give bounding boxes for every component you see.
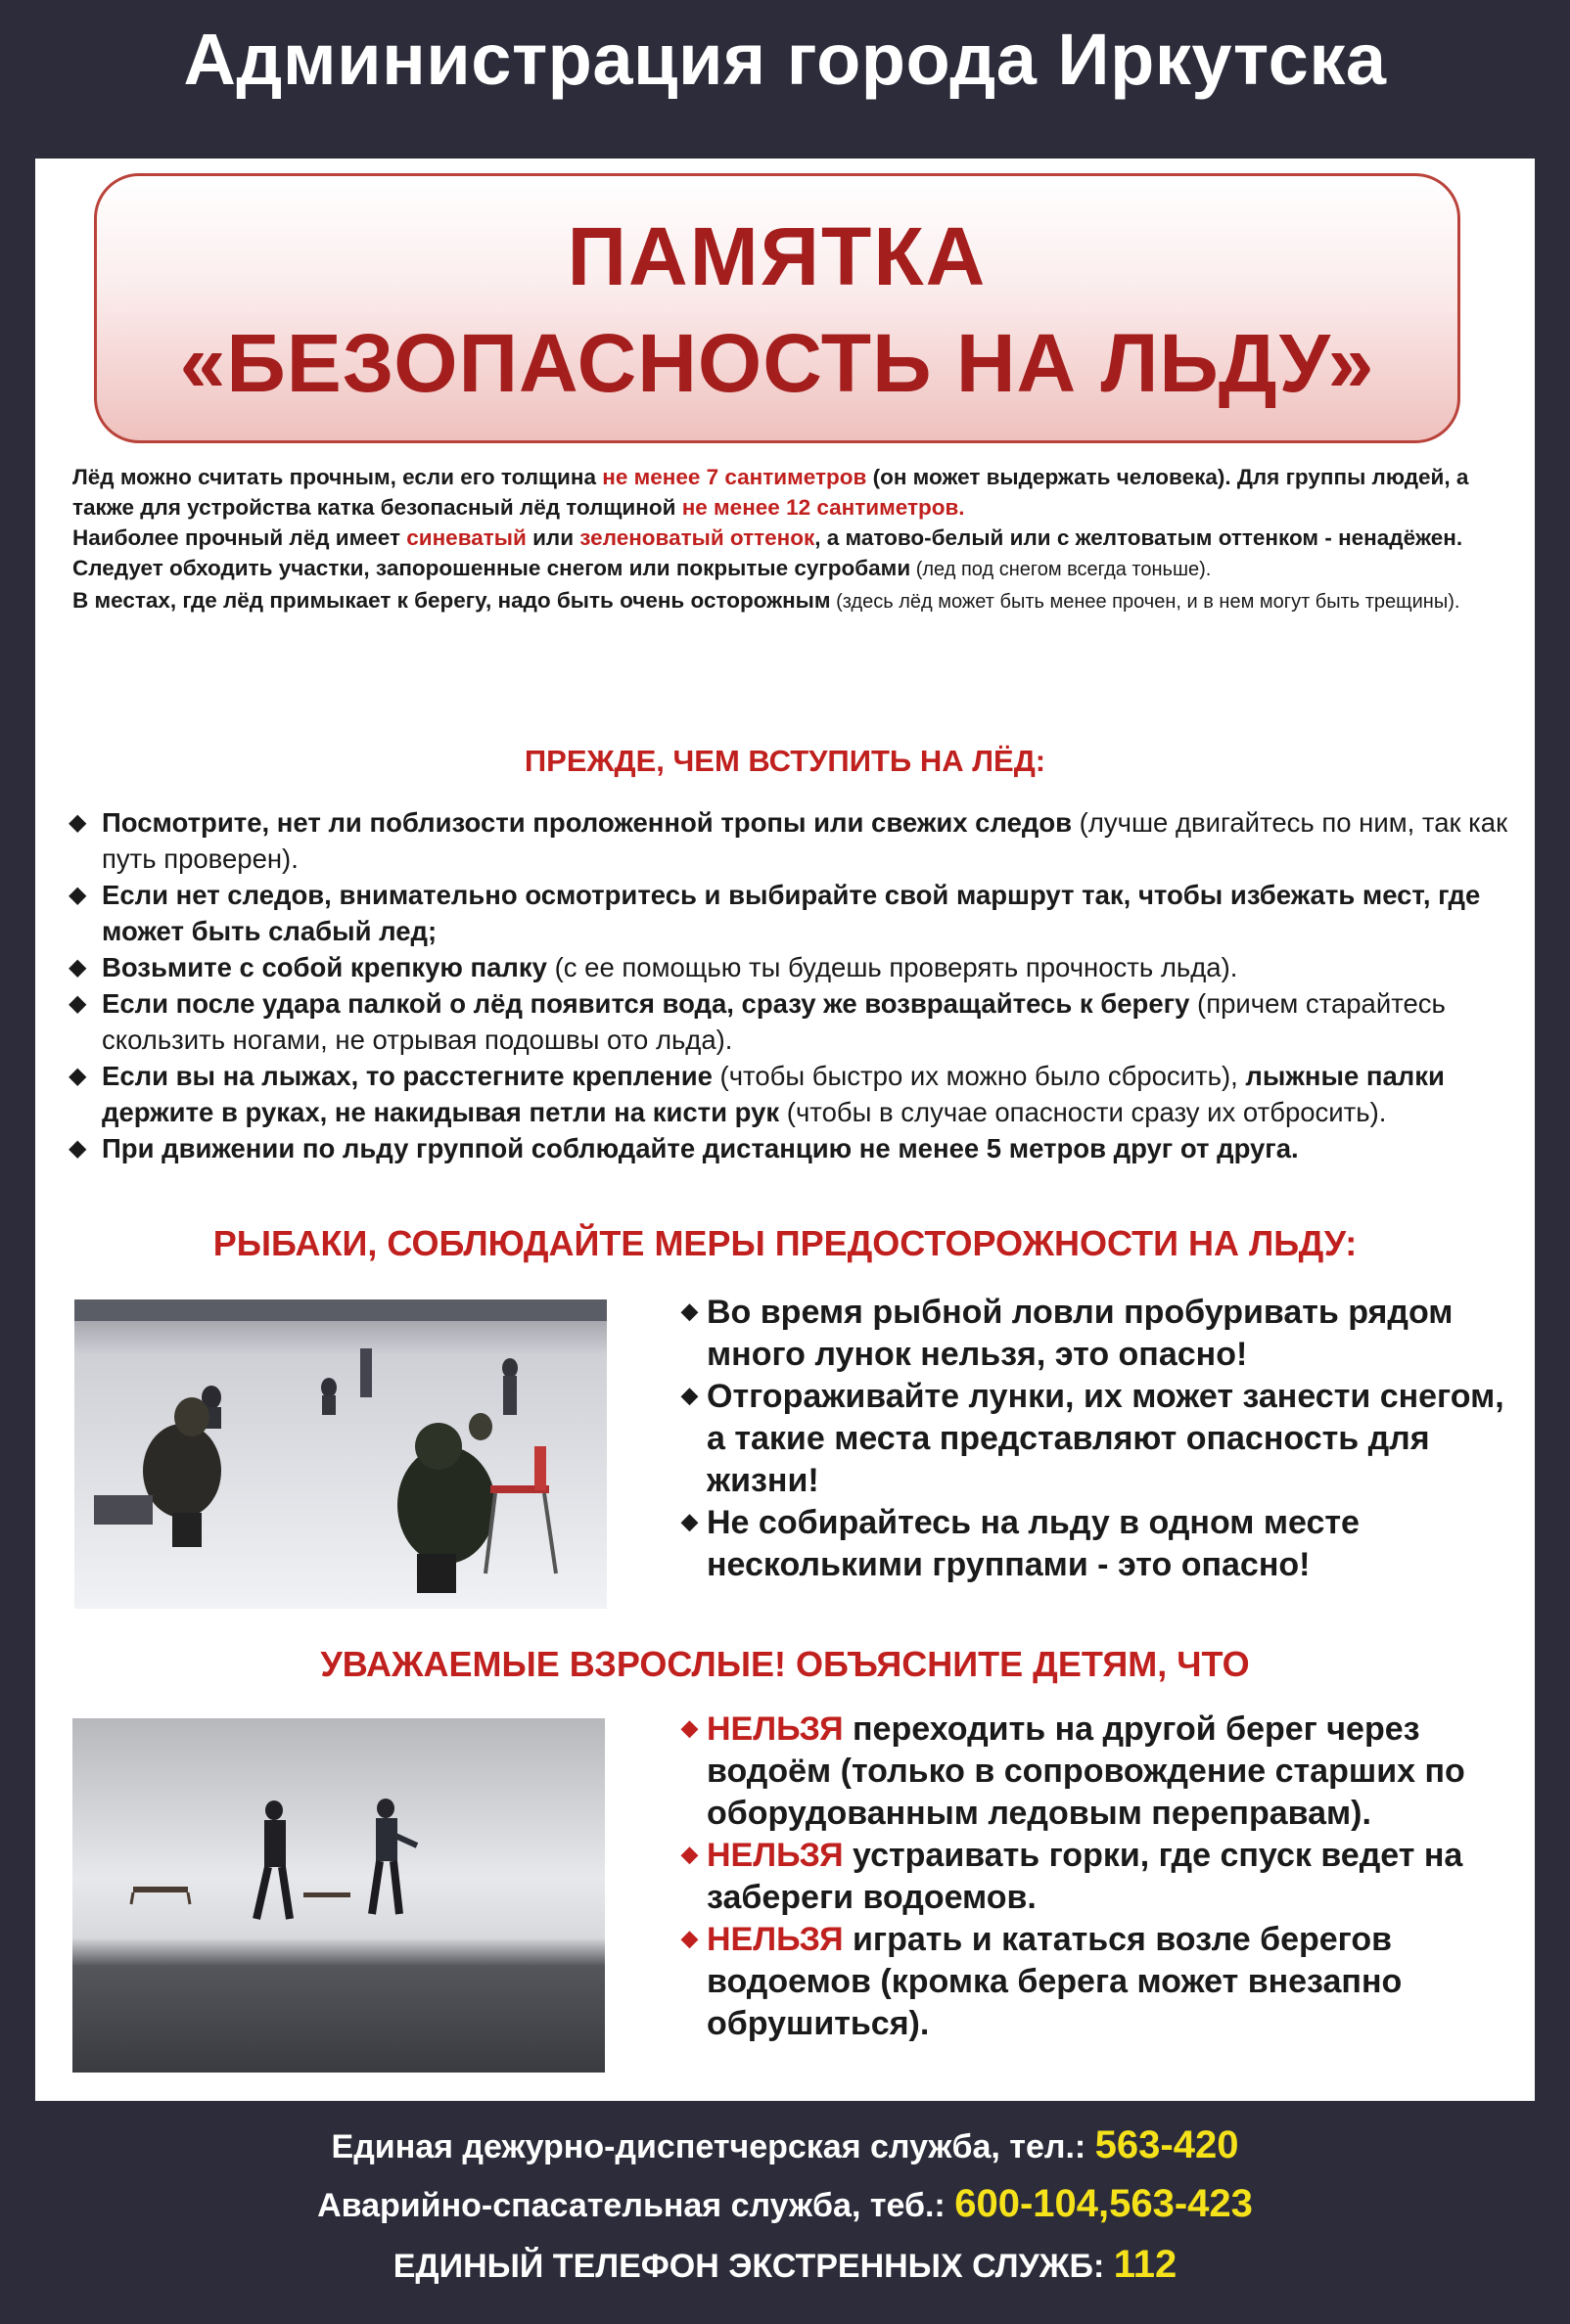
item-text: Не собирайтесь на льду в одном месте несколькими группами - это опасно!	[707, 1504, 1360, 1583]
list-item	[63, 985, 1511, 1058]
intro-note: (здесь лёд может быть менее прочен, и в нем могут быть трещины).	[830, 591, 1460, 613]
item-bold-text: Посмотрите, нет ли поблизости проложенной тропы или свежих следов	[102, 807, 1073, 838]
diamond-bullet-icon: ◆	[69, 1135, 87, 1162]
page-header-title: Администрация города Иркутска	[183, 19, 1387, 100]
item-text: Во время рыбной ловли пробуривать рядом много лунок нельзя, это опасно!	[707, 1294, 1454, 1373]
intro-text-span: Следует обходить участки, запорошенные снегом или покрытые сугробами	[72, 556, 911, 580]
list-item	[63, 949, 1511, 985]
leaflet-sheet	[35, 159, 1535, 2101]
intro-paragraph-color	[72, 523, 1503, 553]
title-line-1: ПАМЯТКА	[567, 210, 988, 302]
diamond-bullet-icon: ◆	[681, 1509, 698, 1533]
diamond-bullet-icon: ◆	[681, 1299, 698, 1323]
item-bold-text: лыжные палки держите в руках, не накидывая петли на кисти рук	[102, 1061, 1445, 1127]
item-normal-text: (лучше двигайтесь по ним, так как путь проверен).	[102, 807, 1508, 874]
before-list	[63, 804, 1511, 1166]
item-bold-text: Возьмите с собой крепкую палку	[102, 952, 547, 982]
before-heading: ПРЕЖДЕ, ЧЕМ ВСТУПИТЬ НА ЛЁД:	[524, 744, 1046, 778]
item-text: переходить на другой берег через водоём (только в сопровождение старших по оборудованным ледовым переправам).	[707, 1710, 1465, 1832]
diamond-bullet-icon: ◆	[681, 1383, 698, 1407]
warning-word: НЕЛЬЗЯ	[707, 1921, 844, 1958]
warning-word: НЕЛЬЗЯ	[707, 1710, 844, 1748]
intro-paragraph-thickness	[72, 462, 1503, 523]
footer-dispatch-line	[0, 2123, 1570, 2167]
item-bold-text: Если после удара палкой о лёд появится вода, сразу же возвращайтесь к берегу	[102, 988, 1190, 1019]
item-bold-text: Если нет следов, внимательно осмотритесь и выбирайте свой маршрут так, чтобы избежать мест, где может быть слабый лед;	[102, 880, 1481, 946]
item-text: играть и кататься возле берегов водоемов (кромка берега может внезапно обрушиться).	[707, 1921, 1403, 2042]
intro-note: (лед под снегом всегда тоньше).	[910, 559, 1212, 580]
intro-text-span: , а матово-белый или с желтоватым оттенком - ненадёжен.	[814, 525, 1463, 550]
phone-number: 600-104,563-423	[954, 2182, 1253, 2225]
list-item	[681, 1376, 1513, 1502]
intro-text	[72, 462, 1503, 617]
list-item	[681, 1919, 1523, 2045]
list-item	[63, 877, 1511, 949]
intro-highlight: не менее 12 сантиметров.	[681, 495, 965, 520]
intro-highlight: синеватый	[406, 525, 527, 550]
list-item	[681, 1292, 1513, 1376]
item-normal-text: (с ее помощью ты будешь проверять прочность льда).	[546, 952, 1238, 982]
diamond-bullet-icon: ◆	[681, 1715, 698, 1740]
diamond-bullet-icon: ◆	[69, 882, 87, 908]
item-text: Отгораживайте лунки, их может занести снегом, а такие места представляют опасность для жизни!	[707, 1378, 1504, 1499]
item-bold-text: При движении по льду группой соблюдайте дистанцию не менее 5 метров друг от друга.	[102, 1133, 1299, 1163]
intro-text-span: Наиболее прочный лёд имеет	[72, 525, 407, 550]
footer-emergency-line	[0, 2243, 1570, 2287]
phone-number: 563-420	[1094, 2123, 1239, 2166]
list-item	[681, 1709, 1523, 1835]
intro-paragraph-shore	[72, 585, 1503, 617]
list-item	[681, 1835, 1523, 1919]
intro-highlight: зеленоватый оттенок	[579, 525, 815, 550]
footer-label: Единая дежурно-диспетчерская служба, тел.:	[331, 2128, 1095, 2165]
phone-number: 112	[1113, 2243, 1178, 2286]
footer-label: ЕДИНЫЙ ТЕЛЕФОН ЭКСТРЕННЫХ СЛУЖБ:	[392, 2248, 1114, 2285]
children-on-ice-photo	[72, 1718, 605, 2073]
list-item	[681, 1502, 1513, 1586]
intro-text-span: Лёд можно считать прочным, если его толщина	[72, 465, 603, 489]
title-line-2: «БЕЗОПАСНОСТЬ НА ЛЬДУ»	[179, 317, 1375, 409]
kids-heading: УВАЖАЕМЫЕ ВЗРОСЛЫЕ! ОБЪЯСНИТЕ ДЕТЯМ, ЧТО	[320, 1644, 1250, 1684]
diamond-bullet-icon: ◆	[69, 1063, 87, 1089]
item-bold-text: Если вы на лыжах, то расстегните крепление	[102, 1061, 713, 1091]
diamond-bullet-icon: ◆	[69, 990, 87, 1017]
fishermen-list	[681, 1292, 1513, 1586]
item-text: устраивать горки, где спуск ведет на забереги водоемов.	[707, 1837, 1463, 1916]
diamond-bullet-icon: ◆	[69, 809, 87, 836]
ice-fishing-photo	[74, 1299, 607, 1609]
warning-word: НЕЛЬЗЯ	[707, 1837, 844, 1874]
intro-text-span: В местах, где лёд примыкает к берегу, надо быть очень осторожным	[72, 588, 831, 613]
diamond-bullet-icon: ◆	[681, 1926, 698, 1950]
item-normal-text: (чтобы в случае опасности сразу их отбросить).	[779, 1097, 1387, 1127]
title-box	[94, 173, 1460, 443]
intro-text-span: или	[526, 525, 580, 550]
list-item	[63, 804, 1511, 877]
intro-text-span: (он может выдержать человека). Для группы людей, а также для устройства катка безопасный лёд толщиной	[72, 465, 1469, 520]
footer-rescue-line	[0, 2182, 1570, 2226]
intro-paragraph-snow	[72, 553, 1503, 585]
kids-list	[681, 1709, 1523, 2045]
diamond-bullet-icon: ◆	[69, 954, 87, 980]
footer-label: Аварийно-спасательная служба, теб.:	[317, 2187, 955, 2224]
item-normal-text: (причем старайтесь скользить ногами, не отрывая подошвы ото льда).	[102, 988, 1446, 1055]
list-item	[63, 1058, 1511, 1130]
intro-highlight: не менее 7 сантиметров	[602, 465, 867, 489]
diamond-bullet-icon: ◆	[681, 1842, 698, 1866]
fishermen-heading: РЫБАКИ, СОБЛЮДАЙТЕ МЕРЫ ПРЕДОСТОРОЖНОСТИ НА ЛЬДУ:	[212, 1223, 1358, 1263]
item-normal-text: (чтобы быстро их можно было сбросить),	[712, 1061, 1246, 1091]
list-item	[63, 1130, 1511, 1166]
